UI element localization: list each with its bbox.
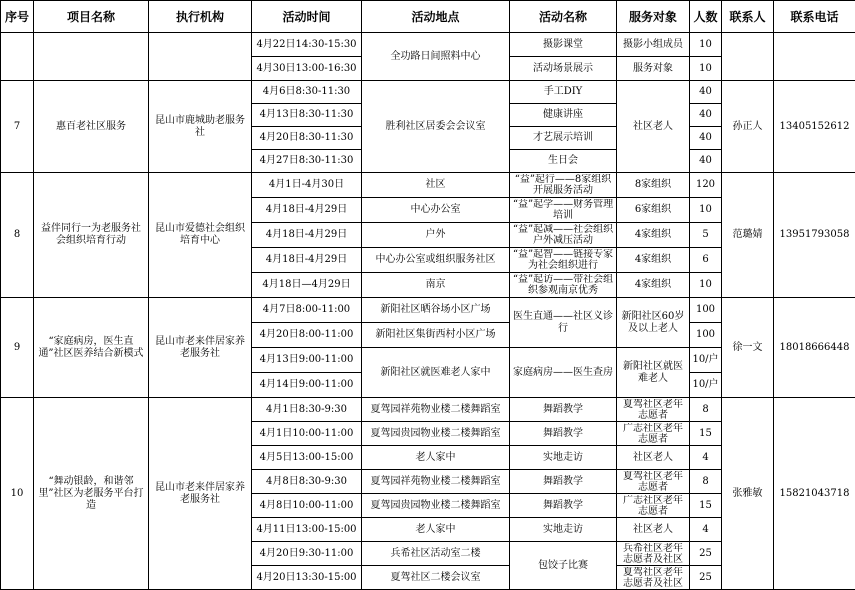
target-cell: 新阳社区就医难老人: [617, 348, 690, 398]
place-cell: 夏驾园祥苑物业楼二楼舞蹈室: [362, 470, 510, 494]
target-cell: 社区老人: [617, 446, 690, 470]
target-cell: 社区老人: [617, 81, 690, 173]
place-cell: 胜利社区居委会会议室: [362, 81, 510, 173]
header-time: 活动时间: [252, 1, 362, 33]
activity-cell: 舞蹈教学: [510, 398, 617, 422]
count-cell: 40: [690, 104, 722, 127]
time-cell: 4月1日10:00-11:00: [252, 422, 362, 446]
activity-cell: 实地走访: [510, 446, 617, 470]
count-cell: 10: [690, 33, 722, 57]
time-cell: 4月14日9:00-11:00: [252, 373, 362, 398]
project-cell: “舞动银龄，和谐邻里”社区为老服务平台打造: [34, 398, 149, 590]
target-cell: 夏驾社区老年志愿者: [617, 398, 690, 422]
target-cell: 4家组织: [617, 273, 690, 298]
count-cell: 10/户: [690, 373, 722, 398]
contact-cell: 范璐婧: [722, 173, 774, 298]
count-cell: 4: [690, 446, 722, 470]
seq-cell: 7: [1, 81, 34, 173]
activity-cell: 舞蹈教学: [510, 470, 617, 494]
time-cell: 4月18日-4月29日: [252, 198, 362, 223]
header-seq: 序号: [1, 1, 34, 33]
org-cell: 昆山市爱德社会组织培育中心: [149, 173, 252, 298]
target-cell: 6家组织: [617, 198, 690, 223]
count-cell: 8: [690, 470, 722, 494]
seq-cell: 9: [1, 298, 34, 398]
target-cell: 社区老人: [617, 518, 690, 542]
header-target: 服务对象: [617, 1, 690, 33]
target-cell: 兵希社区老年志愿者及社区: [617, 542, 690, 566]
time-cell: 4月20日8:00-11:00: [252, 323, 362, 348]
seq-cell: 8: [1, 173, 34, 298]
header-count: 人数: [690, 1, 722, 33]
target-cell: 广志社区老年志愿者: [617, 422, 690, 446]
place-cell: 中心办公室或组织服务社区: [362, 248, 510, 273]
place-cell: 新阳社区集街西村小区广场: [362, 323, 510, 348]
time-cell: 4月1日-4月30日: [252, 173, 362, 198]
header-project: 项目名称: [34, 1, 149, 33]
project-cell: 益伴同行一为老服务社会组织培育行动: [34, 173, 149, 298]
table-row: [1, 173, 855, 198]
time-cell: 4月20日13:30-15:00: [252, 566, 362, 590]
count-cell: 120: [690, 173, 722, 198]
count-cell: 25: [690, 566, 722, 590]
place-cell: 社区: [362, 173, 510, 198]
place-cell: 老人家中: [362, 518, 510, 542]
phone-cell: 15821043718: [774, 398, 855, 590]
phone-cell: 13405152612: [774, 81, 855, 173]
count-cell: 40: [690, 127, 722, 150]
count-cell: 25: [690, 542, 722, 566]
header-activity: 活动名称: [510, 1, 617, 33]
activity-cell: “益”起减——社会组织户外减压活动: [510, 223, 617, 248]
count-cell: 10: [690, 198, 722, 223]
count-cell: 4: [690, 518, 722, 542]
activity-cell: “益”起智——链接专家为社会组织进行: [510, 248, 617, 273]
target-cell: 4家组织: [617, 248, 690, 273]
table-row: [1, 81, 855, 104]
count-cell: 15: [690, 494, 722, 518]
target-cell: 4家组织: [617, 223, 690, 248]
target-cell: 服务对象: [617, 57, 690, 81]
activity-cell: 舞蹈教学: [510, 422, 617, 446]
header-org: 执行机构: [149, 1, 252, 33]
place-cell: 中心办公室: [362, 198, 510, 223]
contact-cell: 孙正人: [722, 81, 774, 173]
time-cell: 4月13日8:30-11:30: [252, 104, 362, 127]
org-cell: 昆山市老来伴居家养老服务社: [149, 298, 252, 398]
time-cell: 4月7日8:00-11:00: [252, 298, 362, 323]
count-cell: 100: [690, 323, 722, 348]
activity-cell: 生日会: [510, 150, 617, 173]
time-cell: 4月5日13:00-15:00: [252, 446, 362, 470]
count-cell: 10: [690, 273, 722, 298]
count-cell: 100: [690, 298, 722, 323]
contact-cell: 徐一文: [722, 298, 774, 398]
count-cell: 5: [690, 223, 722, 248]
target-cell: 广志社区老年志愿者: [617, 494, 690, 518]
time-cell: 4月20日8:30-11:30: [252, 127, 362, 150]
seq-cell: 10: [1, 398, 34, 590]
activity-cell: 摄影课堂: [510, 33, 617, 57]
target-cell: 8家组织: [617, 173, 690, 198]
table-row: [1, 33, 855, 57]
activity-cell: 实地走访: [510, 518, 617, 542]
activity-cell: 医生直通——社区义诊行: [510, 298, 617, 348]
count-cell: 40: [690, 150, 722, 173]
time-cell: 4月18日-4月29日: [252, 223, 362, 248]
target-cell: 摄影小组成员: [617, 33, 690, 57]
project-cell: “家庭病房，医生直通”社区医养结合新模式: [34, 298, 149, 398]
place-cell: 全功路日间照料中心: [362, 33, 510, 81]
contact-cell: [722, 33, 774, 81]
table-row: [1, 398, 855, 422]
activity-cell: 才艺展示培训: [510, 127, 617, 150]
time-cell: 4月11日13:00-15:00: [252, 518, 362, 542]
activity-cell: 包饺子比赛: [510, 542, 617, 590]
count-cell: 40: [690, 81, 722, 104]
time-cell: 4月8日10:00-11:00: [252, 494, 362, 518]
place-cell: 户外: [362, 223, 510, 248]
count-cell: 6: [690, 248, 722, 273]
phone-cell: 18018666448: [774, 298, 855, 398]
header-contact: 联系人: [722, 1, 774, 33]
target-cell: 夏驾社区老年志愿者及社区: [617, 566, 690, 590]
time-cell: 4月27日8:30-11:30: [252, 150, 362, 173]
org-cell: 昆山市鹿城助老服务社: [149, 81, 252, 173]
activity-cell: “益”起行——8家组织开展服务活动: [510, 173, 617, 198]
time-cell: 4月13日9:00-11:00: [252, 348, 362, 373]
activity-cell: “益”起学——财务管理培训: [510, 198, 617, 223]
time-cell: 4月18日—4月29日: [252, 273, 362, 298]
time-cell: 4月1日8:30-9:30: [252, 398, 362, 422]
time-cell: 4月18日-4月29日: [252, 248, 362, 273]
activity-cell: 舞蹈教学: [510, 494, 617, 518]
org-cell: 昆山市老来伴居家养老服务社: [149, 398, 252, 590]
activity-cell: 家庭病房——医生查房: [510, 348, 617, 398]
org-cell: [149, 33, 252, 81]
count-cell: 10: [690, 57, 722, 81]
activity-cell: 活动场景展示: [510, 57, 617, 81]
phone-cell: [774, 33, 855, 81]
activity-cell: 手工DIY: [510, 81, 617, 104]
place-cell: 南京: [362, 273, 510, 298]
target-cell: 新阳社区60岁及以上老人: [617, 298, 690, 348]
activity-cell: 健康讲座: [510, 104, 617, 127]
place-cell: 老人家中: [362, 446, 510, 470]
count-cell: 10/户: [690, 348, 722, 373]
place-cell: 兵希社区活动室二楼: [362, 542, 510, 566]
place-cell: 新阳社区就医难老人家中: [362, 348, 510, 398]
place-cell: 夏驾园祥苑物业楼二楼舞蹈室: [362, 398, 510, 422]
header-row: [1, 1, 855, 33]
target-cell: 夏驾社区老年志愿者: [617, 470, 690, 494]
project-cell: [34, 33, 149, 81]
time-cell: 4月22日14:30-15:30: [252, 33, 362, 57]
place-cell: 新阳社区晒谷场小区广场: [362, 298, 510, 323]
header-phone: 联系电话: [774, 1, 855, 33]
place-cell: 夏驾园贵园物业楼二楼舞蹈室: [362, 494, 510, 518]
time-cell: 4月30日13:00-16:30: [252, 57, 362, 81]
table-row: [1, 298, 855, 323]
header-place: 活动地点: [362, 1, 510, 33]
phone-cell: 13951793058: [774, 173, 855, 298]
project-cell: 惠百老社区服务: [34, 81, 149, 173]
place-cell: 夏驾社区二楼会议室: [362, 566, 510, 590]
time-cell: 4月20日9:30-11:00: [252, 542, 362, 566]
activity-cell: “益”起访——带社会组织参观南京优秀: [510, 273, 617, 298]
place-cell: 夏驾园贵园物业楼二楼舞蹈室: [362, 422, 510, 446]
seq-cell: [1, 33, 34, 81]
time-cell: 4月6日8:30-11:30: [252, 81, 362, 104]
time-cell: 4月8日8:30-9:30: [252, 470, 362, 494]
count-cell: 8: [690, 398, 722, 422]
count-cell: 15: [690, 422, 722, 446]
contact-cell: 张雅敏: [722, 398, 774, 590]
